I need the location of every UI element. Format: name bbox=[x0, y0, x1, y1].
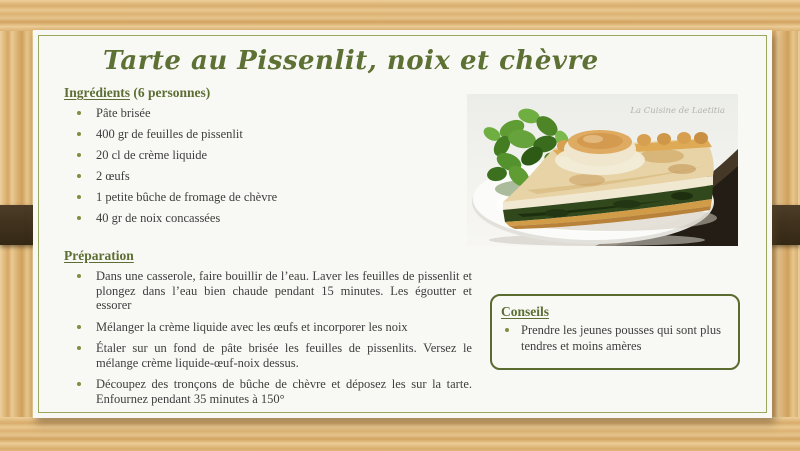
preparation-heading-label: Préparation bbox=[64, 248, 134, 263]
list-item: Découpez des tronçons de bûche de chèvre et déposez les sur la tarte. Enfournez pendant 35 minutes à 150° bbox=[64, 377, 472, 406]
ingredients-list bbox=[64, 106, 472, 225]
list-item: 20 cl de crème liquide bbox=[64, 148, 472, 162]
tart-photo bbox=[467, 94, 738, 246]
bullet-dot-icon bbox=[77, 111, 81, 115]
recipe-text-column bbox=[64, 84, 472, 413]
bullet-dot-icon bbox=[77, 325, 81, 329]
bullet-dot-icon bbox=[77, 153, 81, 157]
list-item: Pâte brisée bbox=[64, 106, 472, 120]
conseils-heading-label: Conseils bbox=[501, 304, 550, 319]
list-item: Mélanger la crème liquide avec les œufs et incorporer les noix bbox=[64, 320, 472, 335]
wood-frame-bottom bbox=[0, 417, 800, 451]
bullet-dot-icon bbox=[77, 195, 81, 199]
slide-card bbox=[33, 30, 772, 418]
list-item: 2 œufs bbox=[64, 169, 472, 183]
bullet-dot-icon bbox=[77, 346, 81, 350]
preparation-list bbox=[64, 269, 472, 406]
bullet-dot-icon bbox=[77, 274, 81, 278]
bullet-dot-icon bbox=[77, 174, 81, 178]
list-item: Dans une casserole, faire bouillir de l’eau. Laver les feuilles de pissenlit et plongez dans l’eau bien chaude pendant 15 minutes. Les égoutter et essorer bbox=[64, 269, 472, 313]
servings-label: (6 personnes) bbox=[133, 85, 211, 100]
preparation-heading bbox=[64, 247, 472, 264]
list-item: 1 petite bûche de fromage de chèvre bbox=[64, 190, 472, 204]
photo-watermark: La Cuisine de Laetitia bbox=[630, 106, 725, 116]
list-item: Étaler sur un fond de pâte brisée les feuilles de pissenlits. Versez le mélange crème liquide-œuf-noix dessus. bbox=[64, 341, 472, 370]
conseils-heading bbox=[501, 303, 729, 320]
list-item: 40 gr de noix concassées bbox=[64, 211, 472, 225]
conseils-box bbox=[490, 294, 740, 370]
ingredients-heading bbox=[64, 84, 472, 101]
list-item: 400 gr de feuilles de pissenlit bbox=[64, 127, 472, 141]
bullet-dot-icon bbox=[77, 382, 81, 386]
bullet-dot-icon bbox=[77, 132, 81, 136]
bullet-dot-icon bbox=[505, 328, 509, 332]
wood-frame-top bbox=[0, 0, 800, 31]
ingredients-heading-label: Ingrédients bbox=[64, 85, 131, 100]
bullet-dot-icon bbox=[77, 216, 81, 220]
list-item: Prendre les jeunes pousses qui sont plus tendres et moins amères bbox=[501, 322, 729, 354]
slide-title: Tarte au Pissenlit, noix et chèvre bbox=[103, 46, 599, 76]
